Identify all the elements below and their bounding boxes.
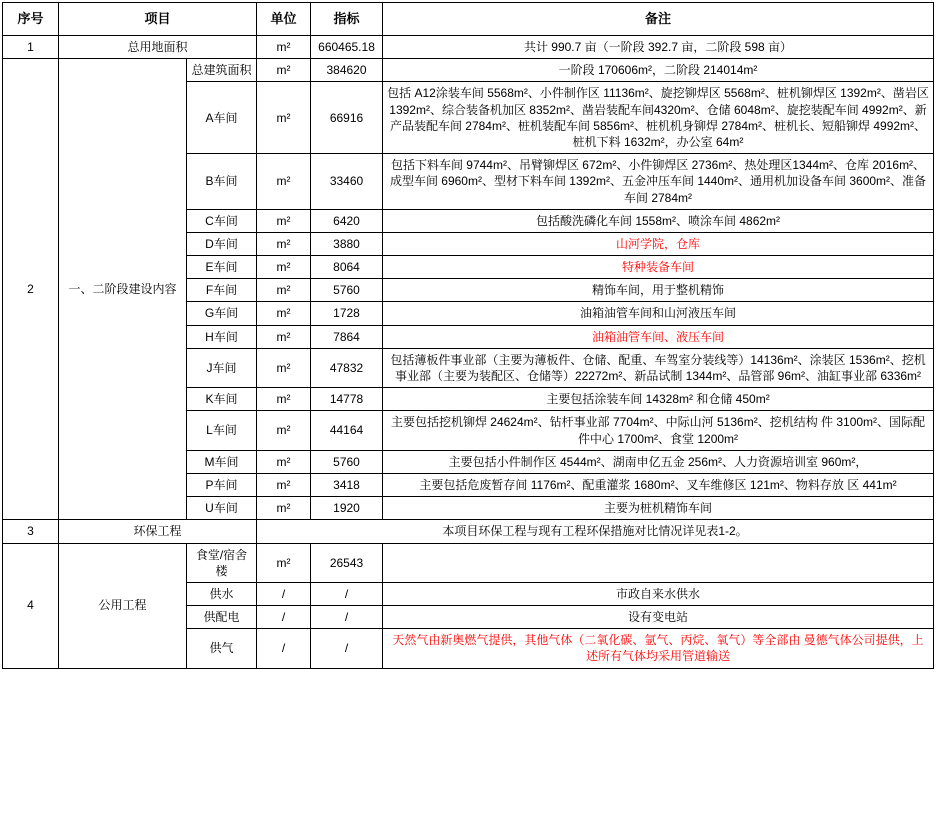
cell-item: 总用地面积 — [59, 36, 257, 59]
cell-sub-item: C车间 — [187, 209, 257, 232]
cell-index: 47832 — [311, 348, 383, 387]
cell-index: / — [311, 606, 383, 629]
cell-index: 5760 — [311, 450, 383, 473]
cell-index: 1728 — [311, 302, 383, 325]
cell-index: 44164 — [311, 411, 383, 450]
cell-index: / — [311, 629, 383, 668]
cell-sub-item: B车间 — [187, 154, 257, 210]
cell-sub-item: D车间 — [187, 232, 257, 255]
cell-sub-item: 食堂/宿舍楼 — [187, 543, 257, 582]
cell-note: 油箱油管车间和山河液压车间 — [383, 302, 934, 325]
cell-index: 8064 — [311, 256, 383, 279]
cell-item: 环保工程 — [59, 520, 257, 543]
cell-unit: / — [257, 629, 311, 668]
cell-index: 14778 — [311, 388, 383, 411]
cell-note: 包括下料车间 9744m²、吊臂铆焊区 672m²、小件铆焊区 2736m²、热处理区1344m²、仓库 2016m²、成型车间 6960m²、型材下料车间 1392m²、五金冲压车间 1440m²、通用机加设备车间 3600m²、准备车间 2784m² — [383, 154, 934, 210]
cell-unit: m² — [257, 411, 311, 450]
cell-unit: m² — [257, 325, 311, 348]
cell-note: 包括酸洗磷化车间 1558m²、喷涂车间 4862m² — [383, 209, 934, 232]
cell-sub-item: K车间 — [187, 388, 257, 411]
cell-note: 共计 990.7 亩（一阶段 392.7 亩，二阶段 598 亩） — [383, 36, 934, 59]
project-summary-table — [2, 2, 934, 669]
cell-note: 主要包括小件制作区 4544m²、湖南申亿五金 256m²、人力资源培训室 960m²， — [383, 450, 934, 473]
cell-item: 公用工程 — [59, 543, 187, 668]
cell-seq: 3 — [3, 520, 59, 543]
cell-unit: m² — [257, 388, 311, 411]
cell-note: 主要包括挖机铆焊 24624m²、钻杆事业部 7704m²、中际山河 5136m²、挖机结构 件 3100m²、国际配件中心 1700m²、食堂 1200m² — [383, 411, 934, 450]
cell-index: 3880 — [311, 232, 383, 255]
table-row — [3, 59, 934, 82]
cell-unit: m² — [257, 209, 311, 232]
cell-unit: m² — [257, 154, 311, 210]
cell-note: 天然气由新奥燃气提供，其他气体（二氧化碳、氩气、丙烷、氧气）等全部由 曼德气体公司提供，上述所有气体均采用管道输送 — [383, 629, 934, 668]
cell-sub-item: L车间 — [187, 411, 257, 450]
cell-index: 660465.18 — [311, 36, 383, 59]
cell-sub-item: U车间 — [187, 497, 257, 520]
cell-index: 384620 — [311, 59, 383, 82]
cell-unit: m² — [257, 82, 311, 154]
cell-unit: m² — [257, 543, 311, 582]
header-cell-unit: 单位 — [257, 3, 311, 36]
cell-note: 市政自来水供水 — [383, 582, 934, 605]
table-header — [3, 3, 934, 36]
cell-sub-item: 供气 — [187, 629, 257, 668]
cell-note: 主要包括涂装车间 14328m² 和仓储 450m² — [383, 388, 934, 411]
cell-seq: 4 — [3, 543, 59, 668]
cell-note: 主要包括危废暂存间 1176m²、配重灌浆 1680m²、叉车维修区 121m²、物料存放 区 441m² — [383, 473, 934, 496]
cell-note: 山河学院，仓库 — [383, 232, 934, 255]
table-row — [3, 520, 934, 543]
cell-unit: m² — [257, 59, 311, 82]
cell-seq: 2 — [3, 59, 59, 520]
cell-index: / — [311, 582, 383, 605]
cell-unit: / — [257, 582, 311, 605]
cell-note: 包括 A12涂装车间 5568m²、小件制作区 11136m²、旋挖铆焊区 5568m²、桩机铆焊区 1392m²、凿岩区 1392m²、综合装备机加区 8352m²、凿岩装配车间4320m²、仓储 6048m²、旋挖装配车间 4992m²、新产品装配车间 2784m²、桩机装配车间 5856m²、桩机机身铆焊 2784m²、桩机长、短船铆焊 4992m²、桩机下料 1632m²，办公室 64m² — [383, 82, 934, 154]
cell-sub-item: 总建筑面积 — [187, 59, 257, 82]
table-body — [3, 36, 934, 669]
cell-index: 5760 — [311, 279, 383, 302]
cell-unit: m² — [257, 302, 311, 325]
cell-sub-item: G车间 — [187, 302, 257, 325]
cell-sub-item: 供水 — [187, 582, 257, 605]
cell-seq: 1 — [3, 36, 59, 59]
cell-note: 设有变电站 — [383, 606, 934, 629]
cell-sub-item: P车间 — [187, 473, 257, 496]
cell-note: 一阶段 170606m²，二阶段 214014m² — [383, 59, 934, 82]
cell-unit: m² — [257, 450, 311, 473]
cell-sub-item: J车间 — [187, 348, 257, 387]
cell-index: 26543 — [311, 543, 383, 582]
cell-index: 1920 — [311, 497, 383, 520]
cell-unit: m² — [257, 497, 311, 520]
header-row — [3, 3, 934, 36]
cell-note: 油箱油管车间、液压车间 — [383, 325, 934, 348]
cell-unit: m² — [257, 36, 311, 59]
cell-note — [383, 543, 934, 582]
cell-index: 6420 — [311, 209, 383, 232]
cell-unit: m² — [257, 348, 311, 387]
cell-unit: m² — [257, 256, 311, 279]
table-row — [3, 543, 934, 582]
cell-sub-item: F车间 — [187, 279, 257, 302]
header-cell-item: 项目 — [59, 3, 257, 36]
cell-note: 主要为桩机精饰车间 — [383, 497, 934, 520]
cell-sub-item: E车间 — [187, 256, 257, 279]
cell-index: 3418 — [311, 473, 383, 496]
cell-note: 特种装备车间 — [383, 256, 934, 279]
header-cell-index: 指标 — [311, 3, 383, 36]
cell-item: 一、二阶段建设内容 — [59, 59, 187, 520]
header-cell-note: 备注 — [383, 3, 934, 36]
cell-index: 33460 — [311, 154, 383, 210]
header-cell-seq: 序号 — [3, 3, 59, 36]
cell-unit: / — [257, 606, 311, 629]
cell-sub-item: 供配电 — [187, 606, 257, 629]
cell-index: 7864 — [311, 325, 383, 348]
cell-note: 精饰车间，用于整机精饰 — [383, 279, 934, 302]
cell-index: 66916 — [311, 82, 383, 154]
cell-unit: m² — [257, 473, 311, 496]
cell-sub-item: M车间 — [187, 450, 257, 473]
cell-sub-item: H车间 — [187, 325, 257, 348]
cell-note: 包括薄板件事业部（主要为薄板件、仓储、配重、车驾室分装线等）14136m²、涂装区 1536m²、挖机事业部（主要为装配区、仓储等）22272m²、新品试制 1344m²、品管部 96m²、油缸事业部 6336m² — [383, 348, 934, 387]
cell-note: 本项目环保工程与现有工程环保措施对比情况详见表1-2。 — [257, 520, 934, 543]
cell-unit: m² — [257, 232, 311, 255]
table-row — [3, 36, 934, 59]
cell-unit: m² — [257, 279, 311, 302]
cell-sub-item: A车间 — [187, 82, 257, 154]
